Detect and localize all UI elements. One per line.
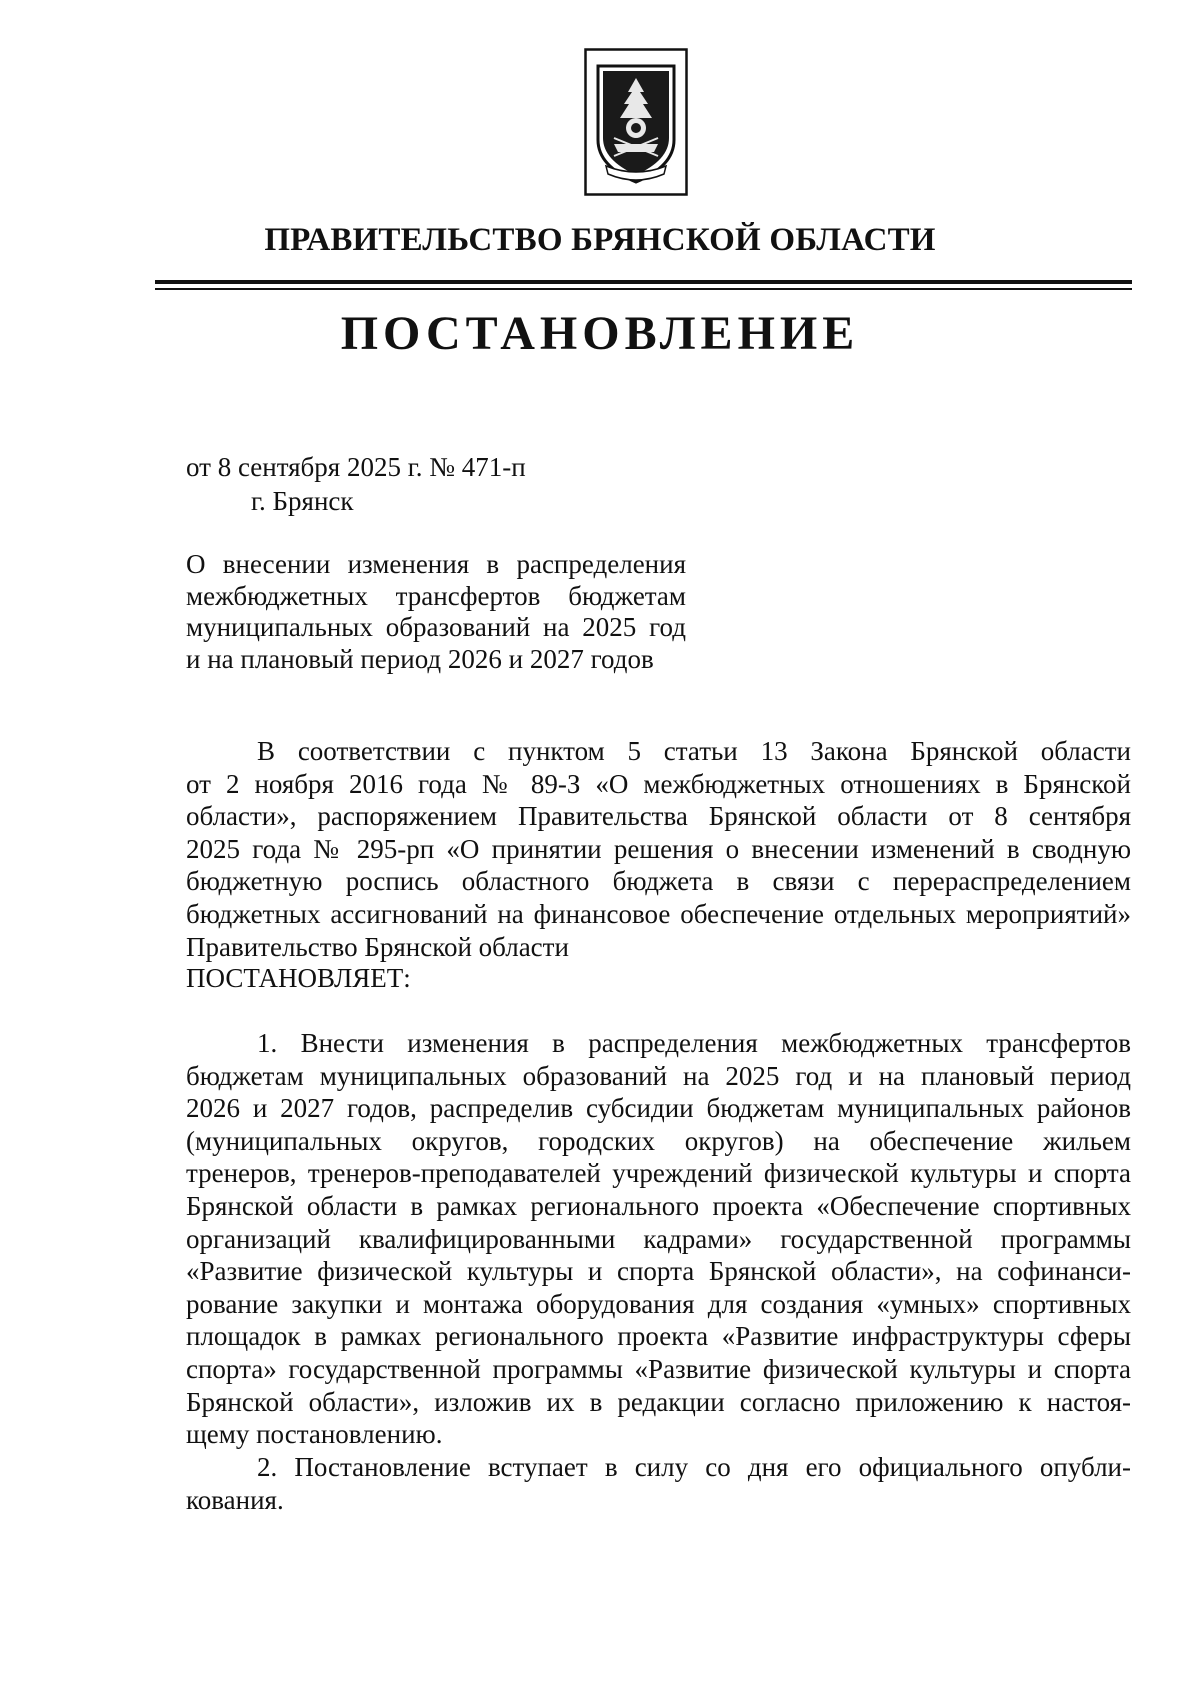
subject-line: и на плановый период 2026 и 2027 годов — [186, 643, 654, 674]
decree-item-2 — [186, 1451, 1131, 1516]
preamble-line: бюджетную роспись областного бюджета в связи с перераспределением — [186, 866, 1131, 897]
document-type-title: ПОСТАНОВЛЕНИЕ — [340, 307, 860, 360]
item-line: площадок в рамках регионального проекта «Развитие инфраструктуры сферы — [186, 1321, 1131, 1352]
document-city: г. Брянск — [251, 486, 354, 516]
document-date-number: от 8 сентября 2025 г. № 471-п — [186, 452, 526, 482]
subject-line: муниципальных образований на 2025 год — [186, 612, 686, 642]
item-line: «Развитие физической культуры и спорта Брянской области», на софинанси- — [186, 1256, 1131, 1287]
item-line: Брянской области», изложив их в редакции согласно приложению к настоя- — [186, 1386, 1131, 1417]
preamble-line: области», распоряжением Правительства Брянской области от 8 сентября — [186, 801, 1131, 832]
document-subject — [186, 549, 686, 675]
header-rule-thick — [155, 280, 1132, 284]
decree-item-1 — [186, 1027, 1131, 1451]
item-line: Брянской области в рамках регионального проекта «Обеспечение спортивных — [186, 1190, 1131, 1221]
preamble-line: бюджетных ассигнований на финансовое обеспечение отдельных мероприятий» — [186, 898, 1131, 929]
preamble-paragraph — [186, 735, 1131, 963]
item-line: спорта» государственной программы «Развитие физической культуры и спорта — [186, 1353, 1131, 1384]
subject-line: О внесении изменения в распределения — [186, 549, 686, 579]
item-line: тренеров, тренеров-преподавателей учреждений физической культуры и спорта — [186, 1158, 1131, 1189]
preamble-line: Правительство Брянской области — [186, 931, 569, 962]
item-line: 2026 и 2027 годов, распределив субсидии бюджетам муниципальных районов — [186, 1093, 1131, 1124]
preamble-line: 2025 года № 295-рп «О принятии решения о внесении изменений в сводную — [186, 833, 1131, 864]
subject-line: межбюджетных трансфертов бюджетам — [186, 580, 686, 611]
organization-name: ПРАВИТЕЛЬСТВО БРЯНСКОЙ ОБЛАСТИ — [264, 222, 936, 258]
item-line: щему постановлению. — [186, 1419, 443, 1450]
preamble-line: от 2 ноября 2016 года № 89-З «О межбюджетных отношениях в Брянской — [186, 768, 1131, 799]
item-line: 1. Внести изменения в распределения межбюджетных трансфертов — [257, 1028, 1131, 1058]
item-line: организаций квалифицированными кадрами» государственной программы — [186, 1223, 1131, 1254]
item-line: бюджетам муниципальных образований на 2025 год и на плановый период — [186, 1060, 1131, 1091]
decree-word: ПОСТАНОВЛЯЕТ: — [186, 963, 411, 993]
item-line: (муниципальных округов, городских округов) на обеспечение жильем — [186, 1125, 1131, 1156]
preamble-line: В соответствии с пунктом 5 статьи 13 Закона Брянской области — [257, 736, 1131, 766]
item-line: 2. Постановление вступает в силу со дня его официального опубли- — [257, 1452, 1131, 1482]
header-rule-thin — [155, 288, 1132, 290]
coat-of-arms-icon — [584, 48, 688, 196]
item-line: кования. — [186, 1484, 284, 1515]
item-line: рование закупки и монтажа оборудования для создания «умных» спортивных — [186, 1288, 1131, 1319]
